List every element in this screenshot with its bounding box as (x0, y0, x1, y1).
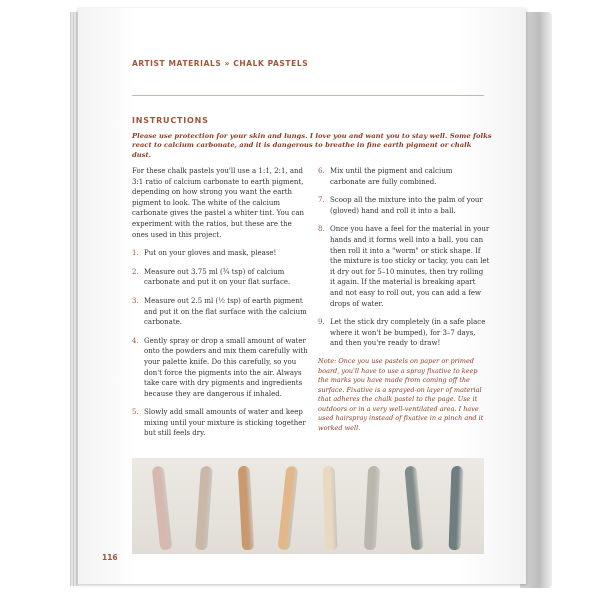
steps-list-right (318, 166, 490, 349)
safety-warning: Please use protection for your skin and lungs. I love you and want you to stay well. Some folks react to calcium carbonate, and it is dangerous to breathe in fine earth pigment or chalk dust. (132, 132, 492, 159)
step-text: Scoop all the mixture into the palm of your (gloved) hand and roll it into a ball. (330, 196, 483, 215)
step-text: Put on your gloves and mask, please! (144, 249, 277, 258)
steps-list-left (132, 248, 310, 439)
step-item (318, 166, 490, 187)
section-title: INSTRUCTIONS (132, 116, 209, 125)
step-item (132, 248, 310, 259)
step-number: 1. (132, 249, 139, 258)
pastel-stick (364, 466, 380, 551)
step-item (132, 267, 310, 288)
step-text: Let the stick dry completely (in a safe place where it won't be bumped), for 3–7 days, and then you're ready to draw! (330, 318, 486, 348)
intro-paragraph: For these chalk pastels you'll use a 1:1, 2:1, and 3:1 ratio of calcium carbonate to earth pigment, depending on how strong you want the earth pigment to look. The white of the calcium carbonate gives the pastel a whiter tint. You can experiment with the ratios, but these are the ones used in this project. (132, 167, 305, 239)
pastel-stick (323, 466, 338, 550)
step-item (132, 336, 310, 400)
page-number: 116 (102, 553, 118, 562)
step-number: 2. (132, 267, 139, 276)
step-item (132, 407, 310, 439)
step-text: Mix until the pigment and calcium carbonate are fully combined. (330, 167, 453, 186)
pastel-stick (404, 466, 423, 551)
pastel-stick (278, 466, 299, 551)
step-item (318, 224, 490, 309)
step-number: 7. (318, 196, 325, 205)
step-number: 3. (132, 296, 139, 305)
running-head: ARTIST MATERIALS » CHALK PASTELS (132, 59, 309, 68)
header-rule (132, 95, 484, 96)
pastel-stick (152, 466, 173, 551)
pastel-stick (449, 466, 464, 550)
step-number: 4. (132, 336, 139, 345)
step-number: 8. (318, 225, 325, 234)
step-text: Slowly add small amounts of water and keep mixing until your mixture is sticking together but still feels dry. (144, 408, 306, 438)
fixative-note: Note: Once you use pastels on paper or primed board, you'll have to use a spray fixative to keep the marks you have made from coming off the surface. Fixative is a sprayed-on layer of material that adheres the chalk pastel to the page. Use it outdoors or in a very well-ventilated area. I have used hairspray instead of fixative in a pinch and it worked well. (318, 356, 484, 433)
step-number: 6. (318, 167, 325, 175)
pastel-stick (195, 466, 213, 551)
step-text: Gently spray or drop a small amount of water onto the powders and mix them carefully with your palette knife. Do this carefully, so you don't force the pigments into the air. Always take care with dry pigments and ingredients because they are dangerous if inhaled. (144, 336, 308, 398)
pastel-sticks-photo (132, 458, 484, 554)
step-text: Measure out 3.75 ml (¾ tsp) of calcium carbonate and put it on your flat surface. (144, 267, 291, 287)
left-column (132, 166, 310, 447)
right-column (318, 166, 490, 434)
book-page (78, 8, 526, 584)
step-text: Measure out 2.5 ml (½ tsp) of earth pigment and put it on the flat surface with the calcium carbonate. (144, 296, 307, 327)
step-text: Once you have a feel for the material in your hands and it forms well into a ball, you can then roll it into a "worm" or stick shape. If the mixture is too sticky or tacky, you can let it dry out for 5–10 minutes, then try rolling it again. If the material is breaking apart and not easy to roll out, you can add a few drops of water. (330, 225, 490, 308)
step-number: 9. (318, 318, 325, 327)
step-number: 5. (132, 408, 139, 417)
step-item (318, 317, 490, 349)
step-item (132, 296, 310, 328)
step-item (318, 195, 490, 216)
pastel-stick (238, 466, 254, 551)
